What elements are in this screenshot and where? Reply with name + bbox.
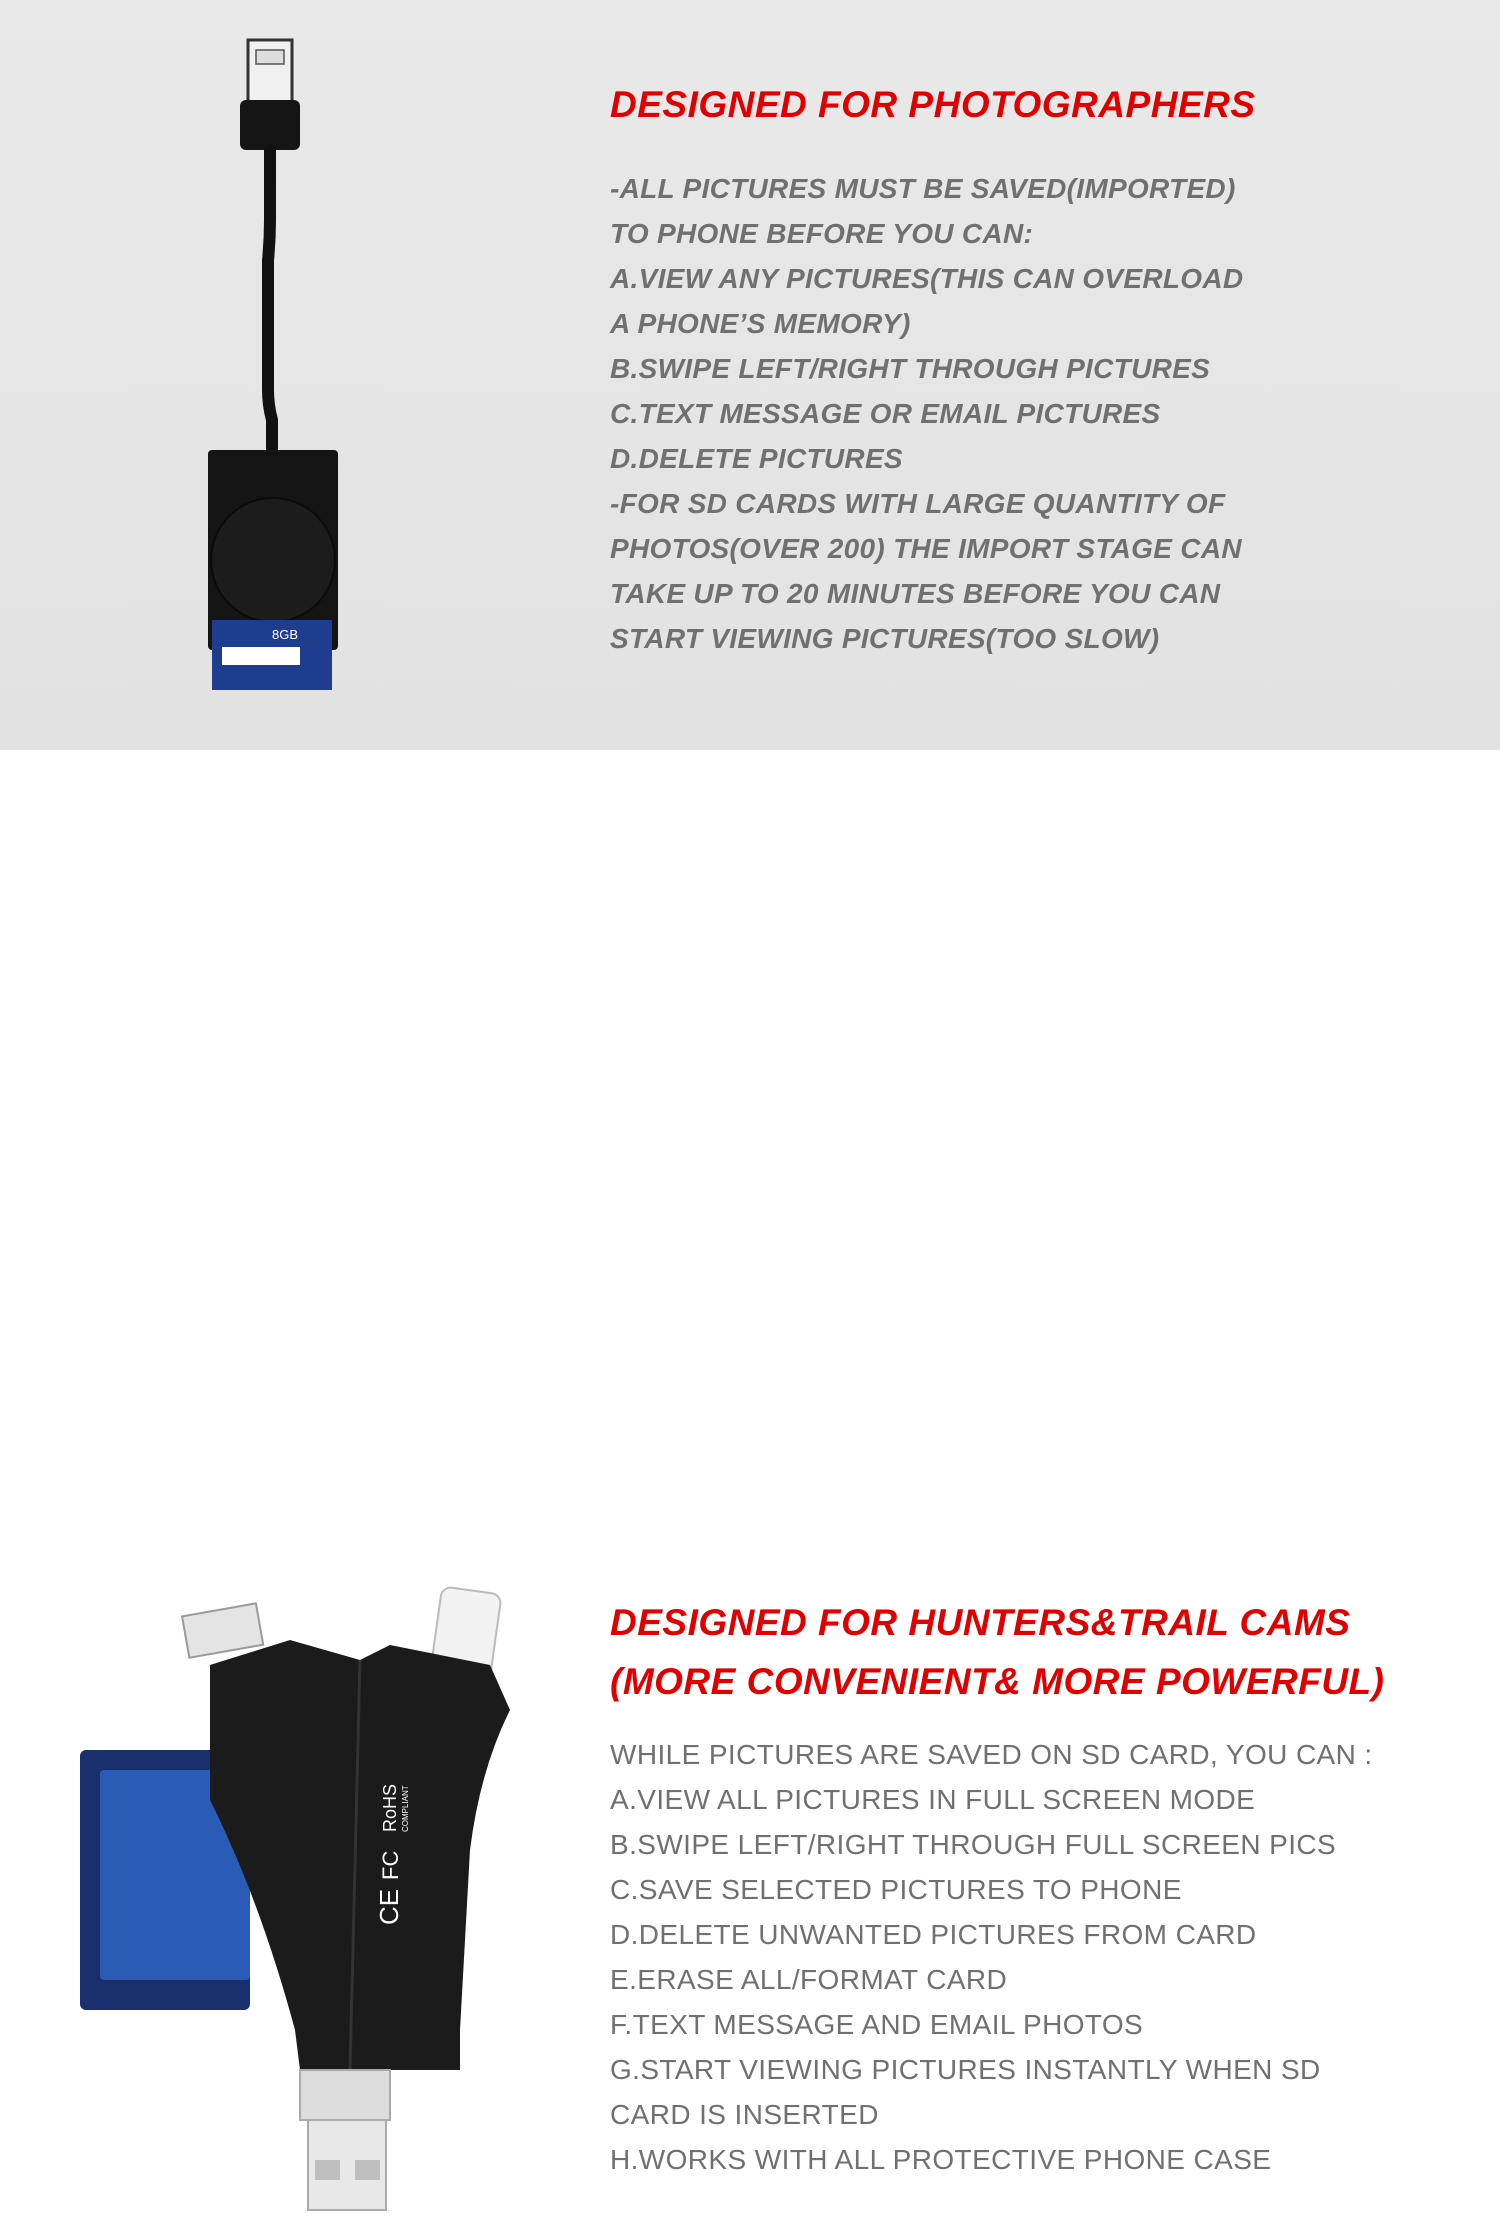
note-line: A PHONE’S MEMORY): [610, 308, 911, 339]
note-line: -FOR SD CARDS WITH LARGE QUANTITY OF: [610, 488, 1226, 519]
section-heading-hunters: [610, 1593, 1384, 1711]
fc-marking: FC: [378, 1850, 403, 1880]
compliant-marking: COMPLIANT: [401, 1785, 410, 1832]
multi-connector-card-reader-image: [60, 1570, 530, 2220]
feature-line: E.ERASE ALL/FORMAT CARD: [610, 1964, 1008, 1995]
heading-line-1: DESIGNED FOR HUNTERS&TRAIL CAMS: [610, 1602, 1351, 1643]
sd-card-reader-image: [150, 20, 410, 710]
feature-line: G.START VIEWING PICTURES INSTANTLY WHEN SD: [610, 2054, 1321, 2085]
note-line: D.DELETE PICTURES: [610, 443, 903, 474]
ce-marking: CE: [374, 1888, 404, 1925]
note-line: TAKE UP TO 20 MINUTES BEFORE YOU CAN: [610, 578, 1221, 609]
note-line: C.TEXT MESSAGE OR EMAIL PICTURES: [610, 398, 1161, 429]
feature-line: C.SAVE SELECTED PICTURES TO PHONE: [610, 1874, 1182, 1905]
feature-line: H.WORKS WITH ALL PROTECTIVE PHONE CASE: [610, 2144, 1272, 2175]
note-line: PHOTOS(OVER 200) THE IMPORT STAGE CAN: [610, 533, 1242, 564]
note-line: A.VIEW ANY PICTURES(THIS CAN OVERLOAD: [610, 263, 1244, 294]
section-heading-photographers: DESIGNED FOR PHOTOGRAPHERS: [610, 84, 1256, 125]
feature-line: B.SWIPE LEFT/RIGHT THROUGH FULL SCREEN PICS: [610, 1829, 1337, 1860]
heading-line-2: (MORE CONVENIENT& MORE POWERFUL): [610, 1661, 1385, 1702]
feature-line: F.TEXT MESSAGE AND EMAIL PHOTOS: [610, 2009, 1144, 2040]
note-line: -ALL PICTURES MUST BE SAVED(IMPORTED): [610, 173, 1236, 204]
hunter-features-list: [610, 1732, 1373, 2182]
feature-line: D.DELETE UNWANTED PICTURES FROM CARD: [610, 1919, 1257, 1950]
feature-line: A.VIEW ALL PICTURES IN FULL SCREEN MODE: [610, 1784, 1256, 1815]
feature-line: WHILE PICTURES ARE SAVED ON SD CARD, YOU CAN :: [610, 1739, 1373, 1770]
bottom-panel: [0, 750, 1500, 2175]
sd-card-capacity-label: 8GB: [272, 627, 299, 642]
note-line: TO PHONE BEFORE YOU CAN:: [610, 218, 1034, 249]
note-line: B.SWIPE LEFT/RIGHT THROUGH PICTURES: [610, 353, 1211, 384]
feature-line: CARD IS INSERTED: [610, 2099, 879, 2130]
rohs-marking: RoHS: [380, 1783, 400, 1832]
photographer-notes-list: [610, 166, 1243, 661]
note-line: START VIEWING PICTURES(TOO SLOW): [610, 623, 1160, 654]
top-panel: [0, 0, 1500, 750]
